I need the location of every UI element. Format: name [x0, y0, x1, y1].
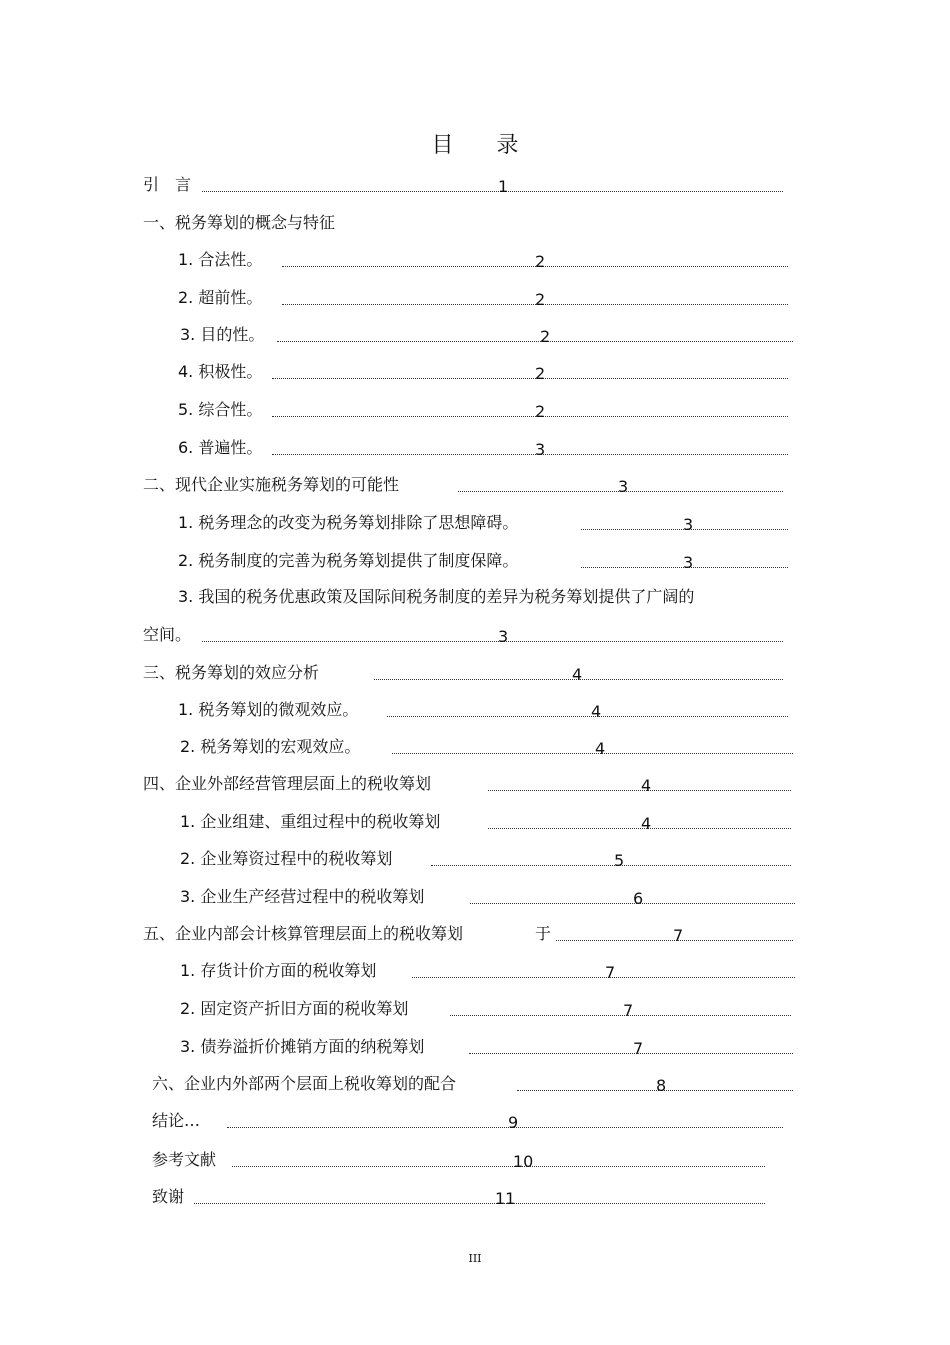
toc-page-number: 3 — [683, 515, 694, 534]
toc-leader-dots — [488, 828, 791, 829]
toc-page-number: 9 — [508, 1113, 519, 1132]
toc-page-number: 10 — [513, 1152, 534, 1171]
toc-entry-label: 三、税务筹划的效应分析 — [143, 663, 320, 682]
toc-entry-label: 2. 税务制度的完善为税务筹划提供了制度保障。 — [178, 551, 519, 570]
toc-entry-label: 3. 我国的税务优惠政策及国际间税务制度的差异为税务筹划提供了广阔的 — [178, 587, 695, 606]
toc-entry-label: 五、企业内部会计核算管理层面上的税收筹划 — [143, 924, 464, 943]
toc-leader-dots — [450, 1015, 791, 1016]
toc-entry-label: 六、企业内外部两个层面上税收筹划的配合 — [152, 1074, 457, 1093]
toc-leader-dots — [202, 641, 783, 642]
toc-entry-label: 3. 目的性。 — [180, 325, 265, 344]
toc-entry-label: 空间。 — [143, 625, 192, 644]
toc-page-number: 4 — [641, 814, 652, 833]
toc-leader-dots — [227, 1127, 783, 1128]
toc-entry-label: 4. 积极性。 — [178, 362, 263, 381]
toc-leader-dots — [272, 416, 788, 417]
toc-page-number: 2 — [540, 327, 551, 346]
toc-entry-label: 1. 合法性。 — [178, 250, 263, 269]
toc-leader-dots — [412, 977, 795, 978]
toc-leader-dots — [431, 865, 791, 866]
toc-leader-dots — [517, 1090, 793, 1091]
toc-page-number: 4 — [595, 739, 606, 758]
toc-entry-label: 结论… — [152, 1111, 201, 1130]
toc-page-number: 7 — [633, 1039, 644, 1058]
toc-page-number: 4 — [641, 776, 652, 795]
toc-entry-label: 二、现代企业实施税务筹划的可能性 — [143, 475, 400, 494]
toc-page-number: 4 — [591, 702, 602, 721]
toc-entry-label: 引 言 — [143, 175, 192, 194]
toc-entry-label: 2. 企业筹资过程中的税收筹划 — [180, 849, 393, 868]
toc-page-number: 7 — [605, 963, 616, 982]
toc-page-number: 2 — [535, 364, 546, 383]
toc-entry-label: 2. 税务筹划的宏观效应。 — [180, 737, 361, 756]
toc-page-number: 6 — [633, 889, 644, 908]
toc-leader-dots — [272, 454, 788, 455]
toc-entry-label: 1. 存货计价方面的税收筹划 — [180, 961, 377, 980]
toc-leader-dots — [277, 341, 793, 342]
toc-entry-label: 6. 普遍性。 — [178, 438, 263, 457]
toc-entry-label: 3. 债券溢折价摊销方面的纳税筹划 — [180, 1037, 425, 1056]
toc-page-number: 3 — [683, 553, 694, 572]
toc-entry-label: 2. 超前性。 — [178, 288, 263, 307]
toc-page-number: 5 — [614, 851, 625, 870]
toc-leader-dots — [232, 1166, 765, 1167]
toc-entry-label: 1. 税务理念的改变为税务筹划排除了思想障碍。 — [178, 513, 519, 532]
toc-leader-dots — [272, 378, 788, 379]
toc-page-number: 11 — [495, 1189, 516, 1208]
toc-entry-label: 5. 综合性。 — [178, 400, 263, 419]
toc-page-number: 2 — [535, 402, 546, 421]
toc-page-number: 3 — [498, 627, 509, 646]
toc-entry-label: 四、企业外部经营管理层面上的税收筹划 — [143, 774, 432, 793]
toc-entry-label: 2. 固定资产折旧方面的税收筹划 — [180, 999, 409, 1018]
toc-leader-dots — [202, 191, 783, 192]
toc-leader-dots — [392, 753, 793, 754]
toc-page-number: 1 — [498, 177, 509, 196]
toc-page-number: 2 — [535, 290, 546, 309]
toc-page-number: 7 — [673, 926, 684, 945]
toc-entry-label: 一、税务筹划的概念与特征 — [143, 213, 336, 232]
page-number-footer: III — [468, 1252, 482, 1265]
toc-page-number: 2 — [535, 252, 546, 271]
toc-leader-dots — [194, 1203, 765, 1204]
toc-entry-label: 致谢 — [152, 1187, 185, 1206]
toc-leader-dots — [469, 1053, 793, 1054]
toc-page-number: 8 — [656, 1076, 667, 1095]
toc-page-number: 4 — [572, 665, 583, 684]
toc-leader-dots — [488, 790, 791, 791]
toc-entry-extra: 于 — [535, 924, 552, 943]
toc-page-number: 3 — [618, 477, 629, 496]
toc-entry-label: 参考文献 — [152, 1150, 217, 1169]
toc-entry-label: 1. 税务筹划的微观效应。 — [178, 700, 359, 719]
toc-page-number: 3 — [535, 440, 546, 459]
toc-entry-label: 3. 企业生产经营过程中的税收筹划 — [180, 887, 425, 906]
page-title: 目 录 — [431, 133, 537, 158]
toc-leader-dots — [387, 716, 788, 717]
toc-entry-label: 1. 企业组建、重组过程中的税收筹划 — [180, 812, 441, 831]
toc-page-number: 7 — [623, 1001, 634, 1020]
